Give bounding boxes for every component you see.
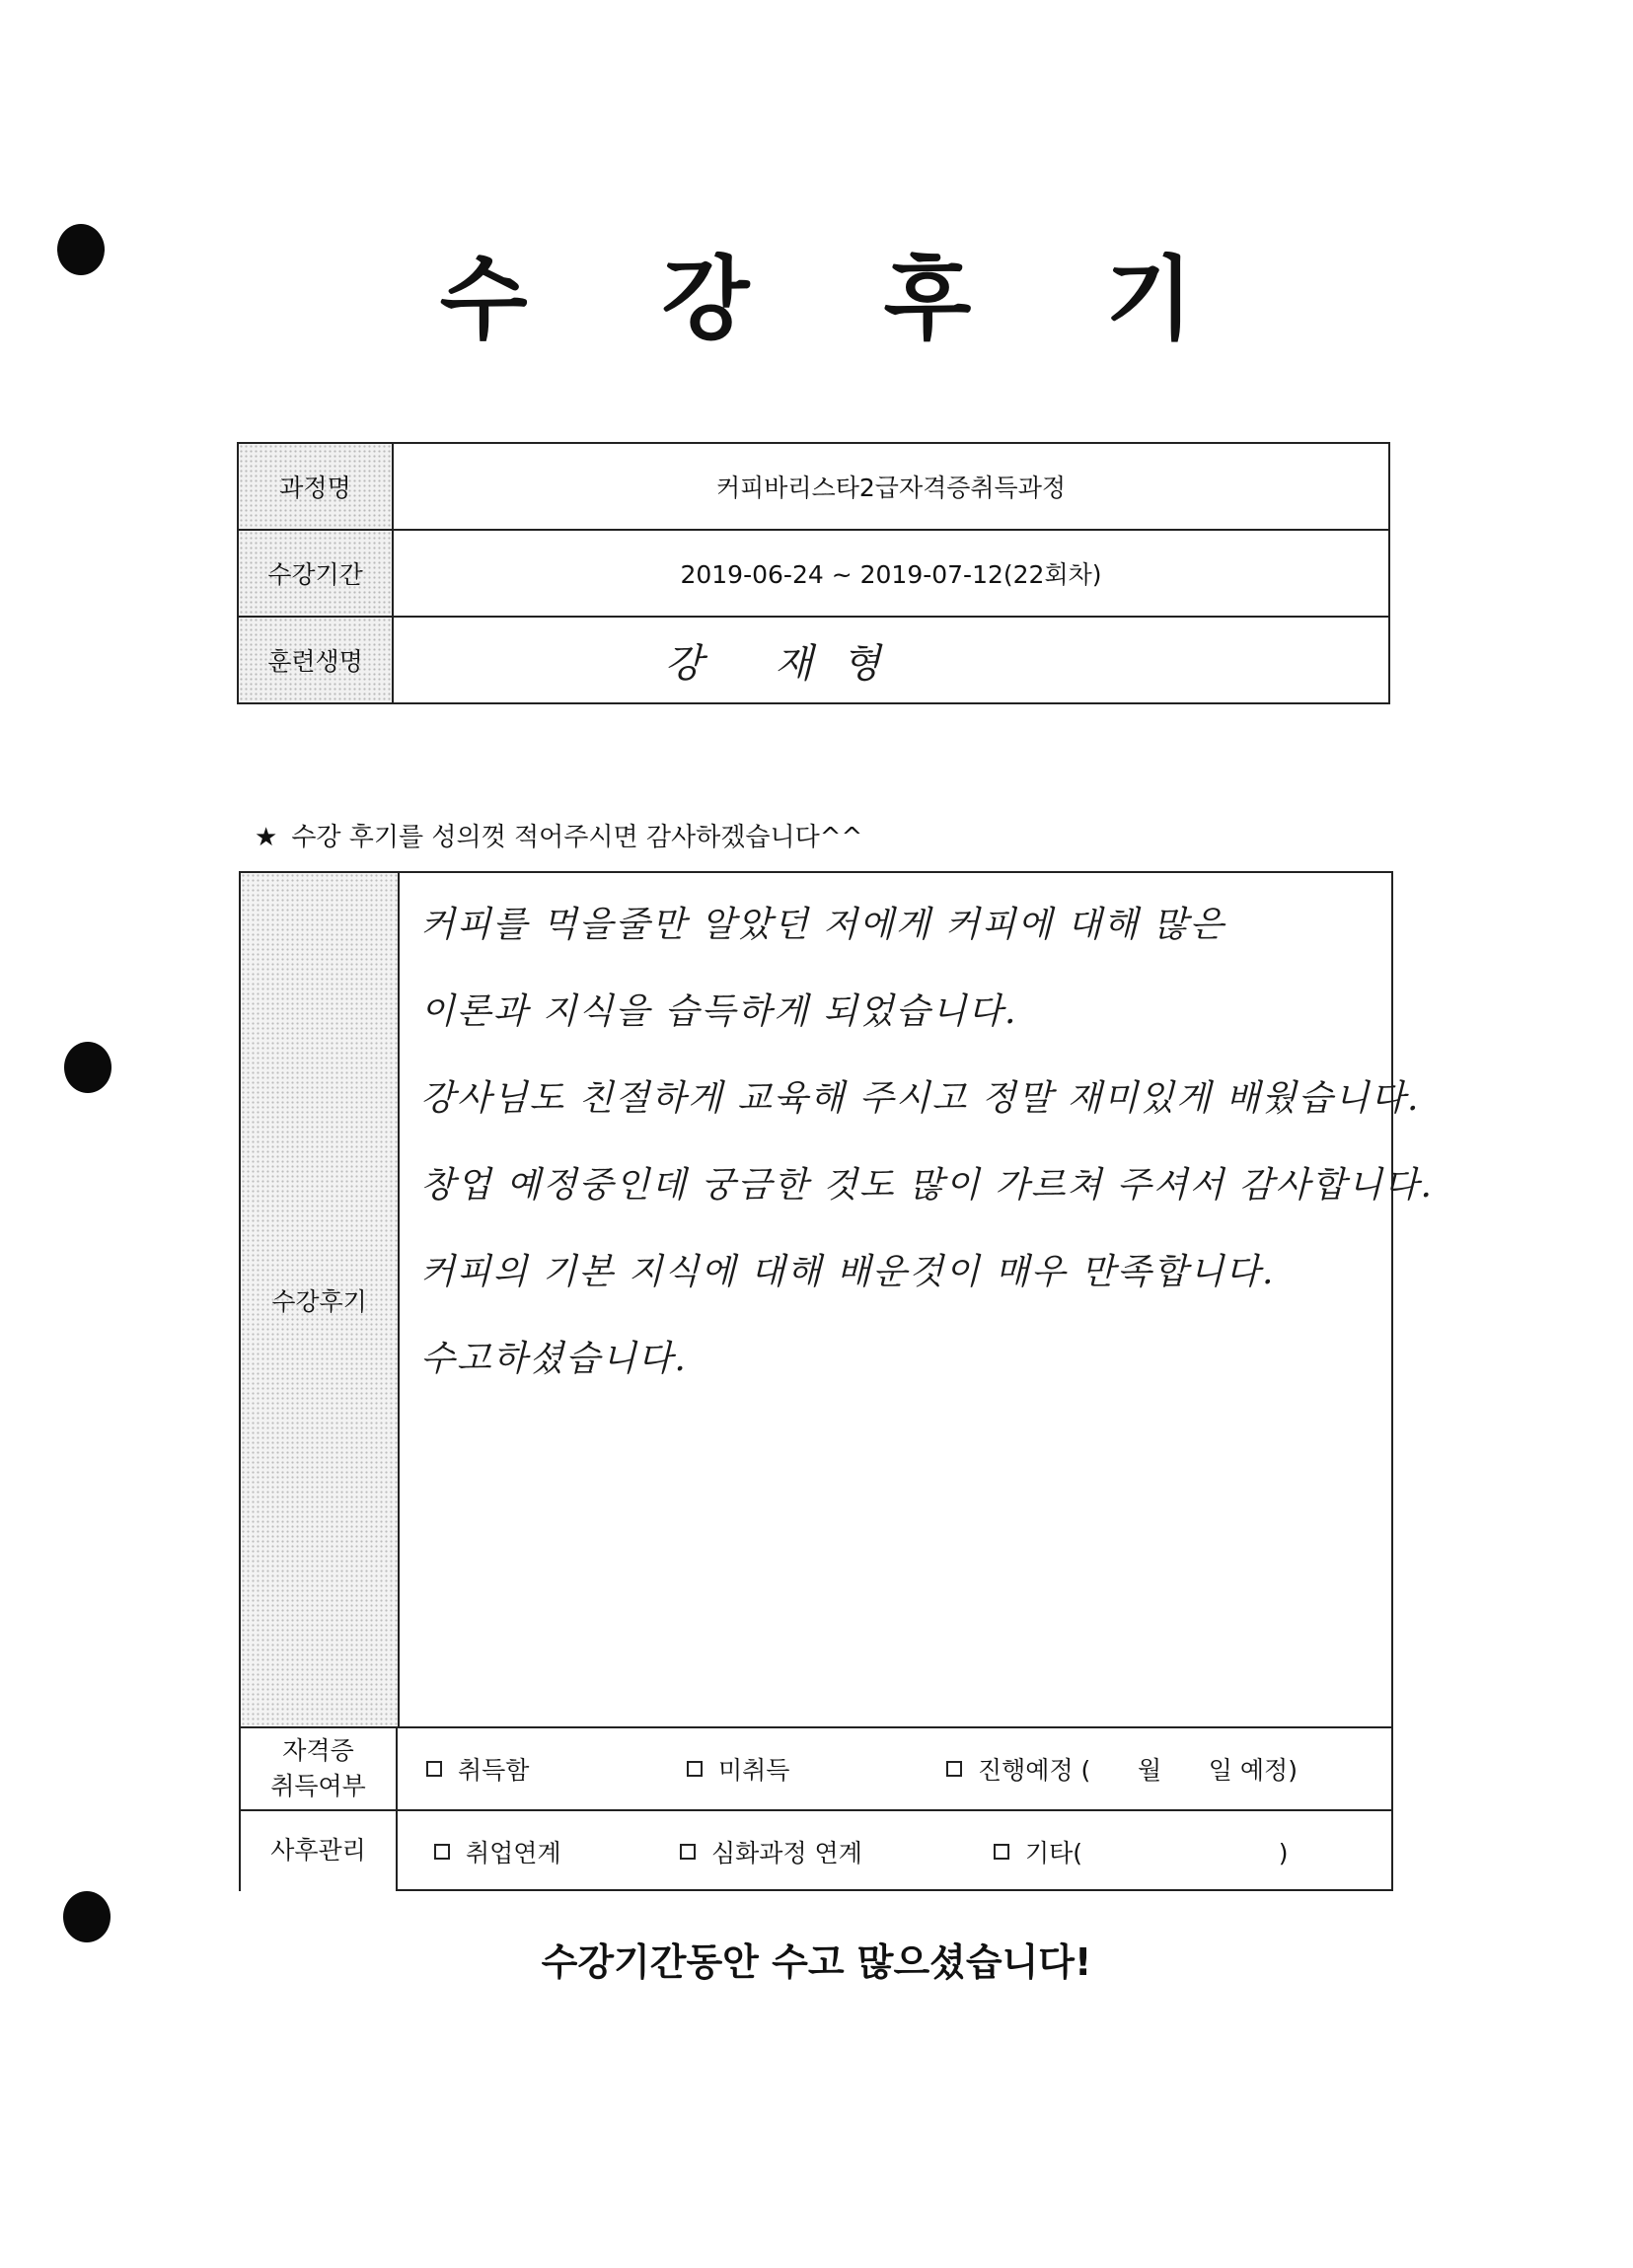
checkbox-icon[interactable] xyxy=(680,1844,696,1860)
star-icon: ★ xyxy=(255,823,278,852)
checkbox-icon[interactable] xyxy=(434,1844,450,1860)
course-name-row xyxy=(238,443,1389,530)
post-option-advanced-course-label: 심화과정 연계 xyxy=(711,1838,862,1867)
course-name-label: 과정명 xyxy=(238,443,393,530)
review-notice-text: 수강 후기를 성의껏 적어주시면 감사하겠습니다^^ xyxy=(291,823,863,852)
checkbox-icon[interactable] xyxy=(994,1844,1009,1860)
review-line: 수고하셨습니다. xyxy=(420,1339,688,1379)
course-period-row xyxy=(238,530,1389,617)
page-title: 수 강 후 기 xyxy=(439,247,1245,352)
cert-option-acquired[interactable] xyxy=(426,1751,529,1787)
course-period-label: 수강기간 xyxy=(238,530,393,617)
trainee-name-cell xyxy=(393,617,1389,703)
review-line: 커피를 먹을줄만 알았던 저에게 커피에 대해 많은 xyxy=(420,905,1226,945)
review-handwritten-text xyxy=(420,891,1434,1412)
post-option-other-label: 기타( ) xyxy=(1025,1838,1289,1867)
cert-option-not-acquired-label: 미취득 xyxy=(718,1756,790,1785)
checkbox-icon[interactable] xyxy=(426,1761,442,1777)
trainee-name-handwritten: 강 재형 xyxy=(664,640,911,687)
cert-option-not-acquired[interactable] xyxy=(687,1751,789,1787)
punch-hole-middle xyxy=(64,1042,111,1093)
review-line: 커피의 기본 지식에 대해 배운것이 매우 만족합니다. xyxy=(420,1252,1276,1292)
course-info-table xyxy=(237,442,1390,704)
checkbox-icon[interactable] xyxy=(946,1761,962,1777)
certification-row xyxy=(241,1726,1391,1809)
cert-option-planned-label: 진행예정 ( 월 일 예정) xyxy=(978,1756,1298,1785)
cert-option-acquired-label: 취득함 xyxy=(458,1756,530,1785)
review-notice xyxy=(255,817,862,853)
review-line: 강사님도 친절하게 교육해 주시고 정말 재미있게 배웠습니다. xyxy=(420,1078,1421,1119)
review-line: 이론과 지식을 습득하게 되었습니다. xyxy=(420,991,1018,1032)
post-option-employment[interactable] xyxy=(434,1834,561,1869)
review-form xyxy=(239,871,1434,1891)
trainee-name-row xyxy=(238,617,1389,703)
post-option-other[interactable] xyxy=(994,1834,1288,1869)
post-option-employment-label: 취업연계 xyxy=(466,1838,561,1867)
post-management-row xyxy=(241,1809,1391,1891)
certification-label-line2: 취득여부 xyxy=(270,1772,366,1800)
course-name-value: 커피바리스타2급자격증취득과정 xyxy=(393,443,1389,530)
checkbox-icon[interactable] xyxy=(687,1761,703,1777)
review-line: 창업 예정중인데 궁금한 것도 많이 가르쳐 주셔서 감사합니다. xyxy=(420,1165,1434,1206)
trainee-name-label: 훈련생명 xyxy=(238,617,393,703)
course-period-value: 2019-06-24 ~ 2019-07-12(22회차) xyxy=(393,530,1389,617)
cert-option-planned[interactable] xyxy=(946,1751,1298,1787)
review-label: 수강후기 xyxy=(241,873,400,1726)
certification-label xyxy=(241,1728,398,1809)
post-option-advanced-course[interactable] xyxy=(680,1834,862,1869)
post-management-label: 사후관리 xyxy=(241,1811,398,1891)
certification-label-line1: 자격증 xyxy=(282,1735,354,1765)
closing-message: 수강기간동안 수고 많으셨습니다! xyxy=(541,1940,1092,1984)
